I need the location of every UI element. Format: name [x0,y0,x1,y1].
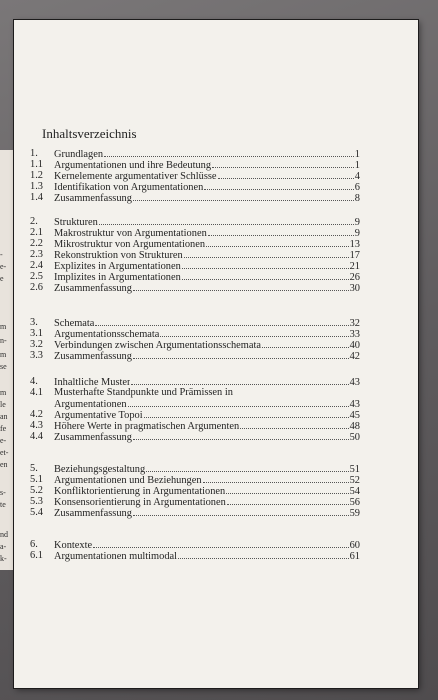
toc-dot-leader [184,249,349,258]
toc-entry-number: 2.1 [30,227,43,238]
toc-dot-leader [227,496,349,505]
adjacent-page-text-fragment: a- [0,542,7,551]
toc-dot-leader [218,170,354,179]
toc-entry-label: Argumentationsschemata [54,329,160,340]
toc-entry-label: Zusammenfassung [54,351,132,362]
toc-dot-leader [208,227,354,236]
toc-page-number: 43 [349,377,360,388]
toc-entry-label: Argumentationen multimodal [54,551,178,562]
adjacent-page-text-fragment: m [0,388,7,397]
adjacent-page-text-fragment: nd [0,530,8,539]
toc-entry-number: 6. [30,539,38,550]
toc-entry-label: Rekonstruktion von Strukturen [54,250,183,261]
toc-page-number: 17 [349,250,360,261]
toc-entry-label: Kernelemente argumentativer Schlüsse [54,171,217,182]
toc-dot-leader [146,463,348,472]
adjacent-page-text-fragment: s- [0,488,6,497]
toc-entry-number: 1.1 [30,159,43,170]
toc-dot-leader [131,376,348,385]
toc-dot-leader [262,339,349,348]
toc-dot-leader [133,282,349,291]
toc-entry-number: 2.4 [30,260,43,271]
adjacent-page-text-fragment: m [0,322,7,331]
toc-entry-label: Beziehungsgestaltung [54,464,146,475]
toc-entry-line [54,192,360,204]
toc-dot-leader [212,159,354,168]
toc-page-number: 54 [349,486,360,497]
toc-entry-label: Konsensorientierung in Argumentationen [54,497,226,508]
toc-dot-leader [182,271,349,280]
toc-entry-number: 5.1 [30,474,43,485]
toc-page-number: 32 [349,318,360,329]
toc-entry-number: 4.3 [30,420,43,431]
toc-dot-leader [226,485,348,494]
adjacent-page-text-fragment: e- [0,262,7,271]
adjacent-page-text-fragment: et- [0,448,9,457]
adjacent-page-text-fragment: fe [0,424,7,433]
toc-page-number: 1 [354,149,360,160]
toc-entry-line [54,282,360,294]
toc-entry-number: 5.3 [30,496,43,507]
toc-entry-label: Zusammenfassung [54,432,132,443]
toc-page-number: 4 [354,171,360,182]
adjacent-page-text-fragment: - [0,250,3,259]
toc-dot-leader [95,317,348,326]
toc-page-number: 61 [349,551,360,562]
toc-entry-label: Explizites in Argumentationen [54,261,181,272]
toc-entry-number: 6.1 [30,550,43,561]
toc-entry-number: 3. [30,317,38,328]
toc-entry-line [54,350,360,362]
toc-dot-leader [133,192,354,201]
book-page [14,20,418,688]
toc-page-number: 43 [349,399,360,410]
toc-dot-leader [133,431,349,440]
toc-dot-leader [204,181,354,190]
toc-entry-number: 2.3 [30,249,43,260]
toc-entry-number: 3.1 [30,328,43,339]
toc-page-number: 50 [349,432,360,443]
toc-page-number: 21 [349,261,360,272]
toc-page-number: 33 [349,329,360,340]
adjacent-page-text-fragment: m [0,350,7,359]
toc-page-number: 8 [354,193,360,204]
toc-dot-leader [240,420,348,429]
toc-page-number: 52 [349,475,360,486]
toc-entry-number: 1.4 [30,192,43,203]
toc-page-number: 51 [349,464,360,475]
adjacent-page-text-fragment: se [0,362,7,371]
toc-page-number: 1 [354,160,360,171]
toc-entry-number: 1.2 [30,170,43,181]
toc-entry-label: Verbindungen zwischen Argumentationsschemata [54,340,261,351]
page-title: Inhaltsverzeichnis [42,126,137,141]
toc-dot-leader [133,350,349,359]
toc-entry-label: Kontexte [54,540,93,551]
toc-entry-label: Konfliktorientierung in Argumentationen [54,486,226,497]
toc-page-number: 45 [349,410,360,421]
toc-entry-label: Höhere Werte in pragmatischen Argumenten [54,421,240,432]
table-of-contents [14,20,418,688]
toc-page-number: 30 [349,283,360,294]
toc-entry-number: 5.2 [30,485,43,496]
toc-dot-leader [160,328,348,337]
toc-page-number: 56 [349,497,360,508]
adjacent-page-text-fragment: k- [0,554,7,563]
toc-entry-label: Zusammenfassung [54,283,132,294]
toc-dot-leader [203,474,349,483]
toc-entry-number: 3.2 [30,339,43,350]
toc-entry-label: Implizites in Argumentationen [54,272,181,283]
toc-entry-label: Argumentationen und ihre Bedeutung [54,160,212,171]
adjacent-page-text-fragment: le [0,400,6,409]
toc-page-number: 42 [349,351,360,362]
toc-entry-label: Inhaltliche Muster [54,377,131,388]
toc-dot-leader [104,148,354,157]
toc-entry-label: Mikrostruktur von Argumentationen [54,239,206,250]
toc-dot-leader [144,409,349,418]
toc-page-number: 6 [354,182,360,193]
toc-entry-line [54,431,360,443]
toc-page-number: 40 [349,340,360,351]
toc-dot-leader [182,260,349,269]
toc-dot-leader [178,550,349,559]
toc-entry-number: 2.6 [30,282,43,293]
toc-page-number: 26 [349,272,360,283]
toc-entry-label: Grundlagen [54,149,104,160]
toc-page-number: 13 [349,239,360,250]
toc-entry-label: Musterhafte Standpunkte und Prämissen in [54,387,233,398]
toc-entry-number: 4. [30,376,38,387]
toc-entry-line [54,550,360,562]
adjacent-page-text-fragment: an [0,412,8,421]
toc-entry-label: Argumentationen und Beziehungen [54,475,202,486]
toc-page-number: 59 [349,508,360,519]
toc-entry-number: 4.1 [30,387,43,398]
toc-page-number: 9 [354,228,360,239]
toc-dot-leader [128,398,349,407]
toc-entry-number: 3.3 [30,350,43,361]
toc-entry-number: 2. [30,216,38,227]
toc-page-number: 48 [349,421,360,432]
toc-entry-number: 1.3 [30,181,43,192]
toc-entry-label: Makrostruktur von Argumentationen [54,228,207,239]
toc-dot-leader [93,539,349,548]
toc-entry-number: 4.2 [30,409,43,420]
toc-dot-leader [99,216,354,225]
adjacent-page-text-fragment: e- [0,436,7,445]
toc-entry-label: Strukturen [54,217,98,228]
toc-page-number: 9 [354,217,360,228]
toc-page-number: 60 [349,540,360,551]
toc-entry-number: 2.5 [30,271,43,282]
toc-entry-number: 2.2 [30,238,43,249]
adjacent-page-text-fragment: en [0,460,8,469]
toc-dot-leader [206,238,349,247]
toc-entry-label-continued: Argumentationen [54,399,127,410]
toc-entry-label: Zusammenfassung [54,193,132,204]
toc-entry-number: 1. [30,148,38,159]
toc-entry-label: Identifikation von Argumentationen [54,182,204,193]
adjacent-page-text-fragment: te [0,500,6,509]
toc-entry-line [54,507,360,519]
toc-entry-number: 4.4 [30,431,43,442]
toc-dot-leader [133,507,349,516]
toc-entry-number: 5.4 [30,507,43,518]
toc-entry-label: Zusammenfassung [54,508,132,519]
toc-entry-number: 5. [30,463,38,474]
adjacent-page-text-fragment: n- [0,336,7,345]
adjacent-page-text-fragment: e [0,274,4,283]
toc-entry-label: Schemata [54,318,95,329]
toc-entry-label: Argumentative Topoi [54,410,143,421]
